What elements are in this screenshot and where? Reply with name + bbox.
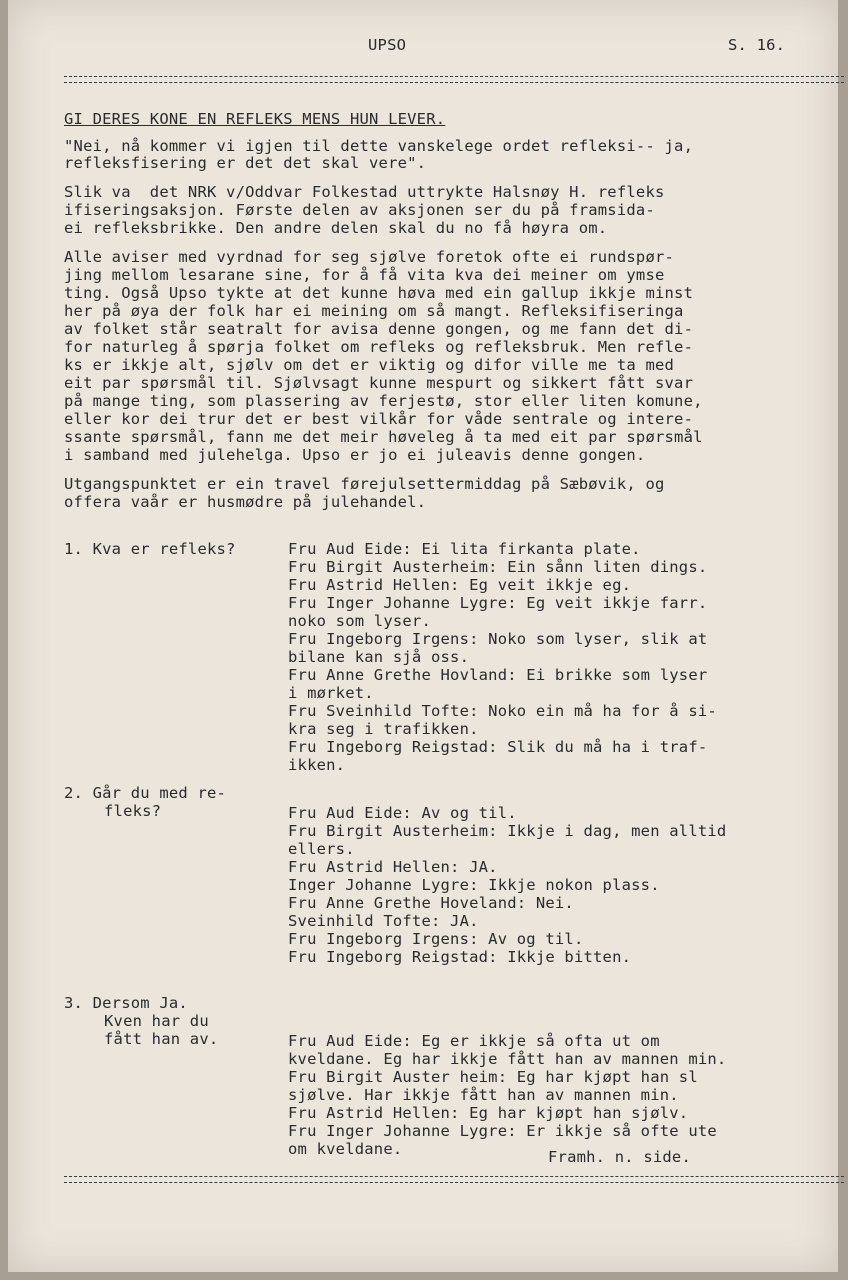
answer-line: Fru Aud Eide: Av og til. <box>288 804 517 822</box>
header-rule <box>64 76 844 83</box>
answer-line: Sveinhild Tofte: JA. <box>288 912 479 930</box>
answer-line: Fru Astrid Hellen: Eg har kjøpt han sjølv. <box>288 1104 689 1122</box>
intro-line: av folket står seatralt for avisa denne gongen, og me fann det di- <box>64 320 694 338</box>
footer-rule <box>64 1176 844 1183</box>
answer-line: ellers. <box>288 840 355 858</box>
intro-line: på mange ting, som plassering av ferjestø, stor eller liten komune, <box>64 392 703 410</box>
intro-line: Slik va det NRK v/Oddvar Folkestad uttrykte Halsnøy H. refleks <box>64 183 665 201</box>
intro-line: jing mellom lesarane sine, for å få vita kva dei meiner om ymse <box>64 266 665 284</box>
answer-line: Fru Birgit Austerheim: Ein sånn liten dings. <box>288 558 708 576</box>
answer-line: Fru Anne Grethe Hoveland: Nei. <box>288 894 574 912</box>
question-label: 2. Går du med re- <box>64 784 227 802</box>
intro-line: for naturleg å spørja folket om refleks og refleksbruk. Men refle- <box>64 338 694 356</box>
answer-line: bilane kan sjå oss. <box>288 648 470 666</box>
answer-line: Fru Inger Johanne Lygre: Eg veit ikkje farr. <box>288 594 708 612</box>
answer-line: Fru Birgit Auster heim: Eg har kjøpt han sl <box>288 1068 698 1086</box>
page-number: S. 16. <box>728 36 786 54</box>
answer-line: Fru Inger Johanne Lygre: Er ikkje så ofte ute <box>288 1122 717 1140</box>
answer-line: Fru Ingeborg Irgens: Noko som lyser, slik at <box>288 630 708 648</box>
question-label: 3. Dersom Ja. <box>64 994 188 1012</box>
publication-name: UPSO <box>368 36 407 54</box>
document-page <box>8 0 838 1272</box>
answer-line: Fru Ingeborg Reigstad: Slik du må ha i traf- <box>288 738 708 756</box>
intro-line: ssante spørsmål, fann me det meir høveleg å ta med eit par spørsmål <box>64 428 703 446</box>
intro-line: eller kor dei trur det er best vilkår for våde sentrale og intere- <box>64 410 694 428</box>
answer-line: Fru Aud Eide: Ei lita firkanta plate. <box>288 540 641 558</box>
intro-line: "Nei, nå kommer vi igjen til dette vanskelege ordet refleksi-- ja, <box>64 137 694 155</box>
answer-line: Fru Ingeborg Reigstad: Ikkje bitten. <box>288 948 632 966</box>
answer-line: ikken. <box>288 756 346 774</box>
intro-line: eit par spørsmål til. Sjølvsagt kunne mespurt og sikkert fått svar <box>64 374 694 392</box>
answer-line: kra seg i trafikken. <box>288 720 479 738</box>
intro-line: ting. Også Upso tykte at det kunne høva med ein gallup ikkje minst <box>64 284 694 302</box>
answer-line: Fru Astrid Hellen: Eg veit ikkje eg. <box>288 576 632 594</box>
intro-line: offera vaår er husmødre på julehandel. <box>64 493 427 511</box>
question-label: Kven har du <box>104 1012 209 1030</box>
intro-line: Utgangspunktet er ein travel førejulsettermiddag på Sæbøvik, og <box>64 475 665 493</box>
answer-line: om kveldane. <box>288 1140 403 1158</box>
answer-line: kveldane. Eg har ikkje fått han av mannen min. <box>288 1050 727 1068</box>
continued-note: Framh. n. side. <box>548 1148 691 1166</box>
answer-line: Fru Aud Eide: Eg er ikkje så ofta ut om <box>288 1032 660 1050</box>
intro-line: ifiseringsaksjon. Første delen av aksjonen ser du på framsida- <box>64 201 655 219</box>
question-label: fått han av. <box>104 1030 219 1048</box>
answer-line: i mørket. <box>288 684 374 702</box>
intro-line: ei refleksbrikke. Den andre delen skal du no få høyra om. <box>64 219 608 237</box>
intro-line: ks er ikkje alt, sjølv om det er viktig og difor ville me ta med <box>64 356 675 374</box>
intro-line: refleksfisering er det det skal vere". <box>64 154 427 172</box>
answer-line: Fru Astrid Hellen: JA. <box>288 858 498 876</box>
answer-line: Fru Birgit Austerheim: Ikkje i dag, men alltid <box>288 822 727 840</box>
intro-line: i samband med julehelga. Upso er jo ei juleavis denne gongen. <box>64 446 646 464</box>
intro-line: her på øya der folk har ei meining om så mangt. Refleksifiseringa <box>64 302 684 320</box>
answer-line: sjølve. Har ikkje fått han av mannen min. <box>288 1086 679 1104</box>
answer-line: noko som lyser. <box>288 612 431 630</box>
answer-line: Fru Anne Grethe Hovland: Ei brikke som lyser <box>288 666 708 684</box>
article-title: GI DERES KONE EN REFLEKS MENS HUN LEVER. <box>64 110 446 128</box>
answer-line: Fru Sveinhild Tofte: Noko ein må ha for å si- <box>288 702 717 720</box>
answer-line: Inger Johanne Lygre: Ikkje nokon plass. <box>288 876 660 894</box>
intro-line: Alle aviser med vyrdnad for seg sjølve foretok ofte ei rundspør- <box>64 248 675 266</box>
question-label: 1. Kva er refleks? <box>64 540 236 558</box>
question-label: fleks? <box>104 802 162 820</box>
answer-line: Fru Ingeborg Irgens: Av og til. <box>288 930 584 948</box>
